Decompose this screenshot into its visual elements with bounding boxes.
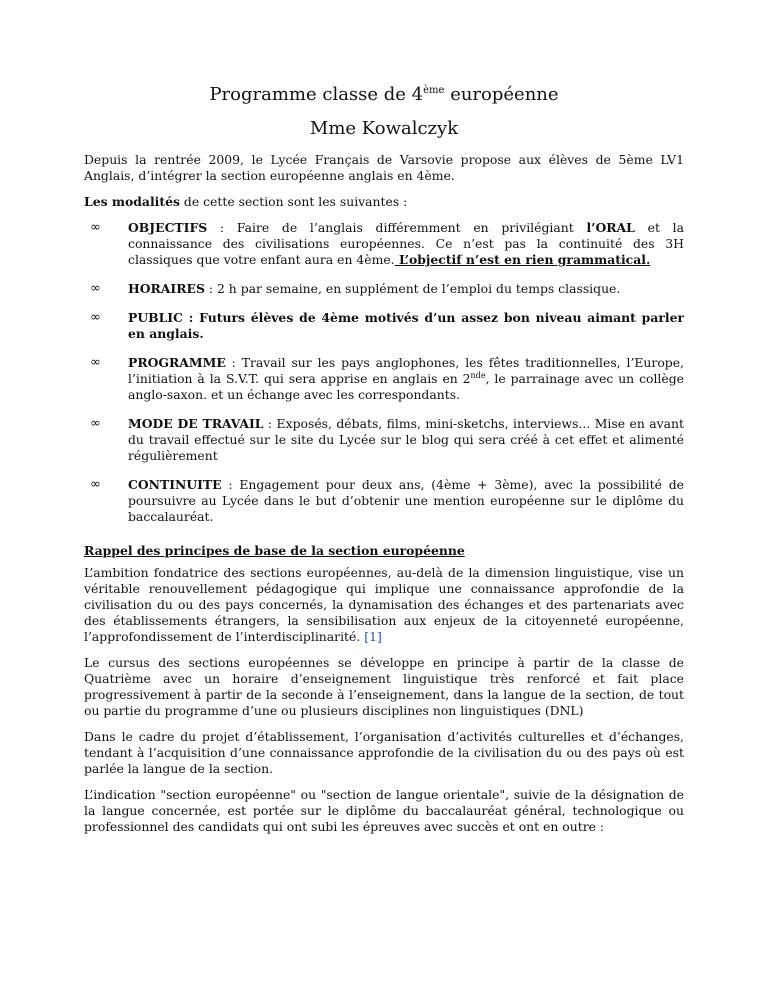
modalites-label: Les modalités xyxy=(84,194,180,209)
intro-paragraph: Depuis la rentrée 2009, le Lycée Français de Varsovie propose aux élèves de 5ème LV1 Anglais, d’intégrer la section européenne anglais en 4ème. xyxy=(84,152,684,183)
rappel-paragraph-1 xyxy=(84,565,684,645)
objectifs-underline: L’objectif n’est en rien grammatical. xyxy=(394,252,651,267)
rappel-paragraph-2: Le cursus des sections européennes se développe en principe à partir de la classe de Quatrième avec un horaire d’enseignement linguistique très renforcé et fait place progressivement à partir de la seconde à l’enseignement, dans la langue de la section, de tout ou partie du programme d’une ou plusieurs disciplines non linguistiques (DNL) xyxy=(84,655,684,718)
list-item-programme xyxy=(84,355,684,403)
rappel-paragraph-3: Dans le cadre du projet d’établissement, l’organisation d’activités culturelles et d’échanges, tendant à l’acquisition d’une connaissance approfondie de la civilisation du ou des pays où est parlée la langue de la section. xyxy=(84,729,684,776)
list-item-horaires xyxy=(84,281,684,297)
page-title xyxy=(84,84,684,106)
infinity-bullet-icon: ∞ xyxy=(90,220,101,235)
title-superscript: ème xyxy=(423,85,445,96)
modalites-rest: de cette section sont les suivantes : xyxy=(179,194,408,209)
programme-sup: nde xyxy=(470,371,486,380)
modalites-list xyxy=(84,220,684,525)
modalites-line xyxy=(84,194,684,210)
horaires-key: HORAIRES xyxy=(128,281,205,296)
continuite-text: : Engagement pour deux ans, (4ème + 3ème), avec la possibilité de poursuivre au Lycée dans le but d’obtenir une mention européenne sur le diplôme du baccalauréat. xyxy=(128,477,684,524)
objectifs-key: OBJECTIFS xyxy=(128,220,208,235)
continuite-key: CONTINUITE xyxy=(128,477,222,492)
objectifs-emph: l’ORAL xyxy=(586,220,635,235)
infinity-bullet-icon: ∞ xyxy=(90,310,101,325)
horaires-text: : 2 h par semaine, en supplément de l’emploi du temps classique. xyxy=(204,281,621,296)
infinity-bullet-icon: ∞ xyxy=(90,416,101,431)
footnote-ref-link[interactable]: [1] xyxy=(364,629,382,644)
footnote-ref-number: 1 xyxy=(369,629,377,644)
list-item-public xyxy=(84,310,684,342)
public-text: : Futurs élèves de 4ème motivés d’un assez bon niveau aimant parler en anglais. xyxy=(128,310,684,341)
title-end: européenne xyxy=(444,84,559,105)
rappel-paragraph-4: L’indication "section européenne" ou "section de langue orientale", suivie de la désignation de la langue concernée, est portée sur le diplôme du baccalauréat général, technologique ou professionnel des candidats qui ont subi les épreuves avec succès et ont en outre : xyxy=(84,787,684,834)
infinity-bullet-icon: ∞ xyxy=(90,281,101,296)
public-key: PUBLIC xyxy=(128,310,183,325)
programme-text-a: : Travail sur les pays anglophones, les fêtes traditionnelles, l’Europe, l’initiation à la S.V.T. qui sera apprise en anglais en 2 xyxy=(128,355,684,386)
programme-text-b: , le parrainage avec un collège anglo-saxon. et un échange avec les correspondants. xyxy=(128,371,684,402)
list-item-mode-de-travail xyxy=(84,416,684,464)
programme-key: PROGRAMME xyxy=(128,355,226,370)
mode-text: : Exposés, débats, films, mini-sketchs, interviews... Mise en avant du travail effectué sur le site du Lycée sur le blog qui sera créé à cet effet et alimenté régulièrement xyxy=(128,416,684,463)
section-heading: Rappel des principes de base de la section européenne xyxy=(84,543,465,558)
list-item-continuite xyxy=(84,477,684,525)
infinity-bullet-icon: ∞ xyxy=(90,477,101,492)
objectifs-text-a: : Faire de l’anglais différemment en privilégiant xyxy=(207,220,587,235)
rappel-p1-text: L’ambition fondatrice des sections européennes, au-delà de la dimension linguistique, vise un véritable renouvellement pédagogique qui implique une connaissance approfondie de la civilisation du ou des pays concernés, la dynamisation des échanges et des partenariats avec des établissements étrangers, la sensibilisation aux enjeux de la citoyenneté européenne, l’approfondissement de l’interdisciplinarité. xyxy=(84,565,684,644)
teacher-name: Mme Kowalczyk xyxy=(309,118,459,139)
title-main: Programme classe de 4 xyxy=(209,84,424,105)
objectifs-text-b: et la connaissance des civilisations européennes. Ce n’est pas la continuité des 3H classiques que votre enfant aura en 4ème. xyxy=(128,220,684,267)
mode-key: MODE DE TRAVAIL xyxy=(128,416,264,431)
infinity-bullet-icon: ∞ xyxy=(90,355,101,370)
list-item-objectifs xyxy=(84,220,684,268)
